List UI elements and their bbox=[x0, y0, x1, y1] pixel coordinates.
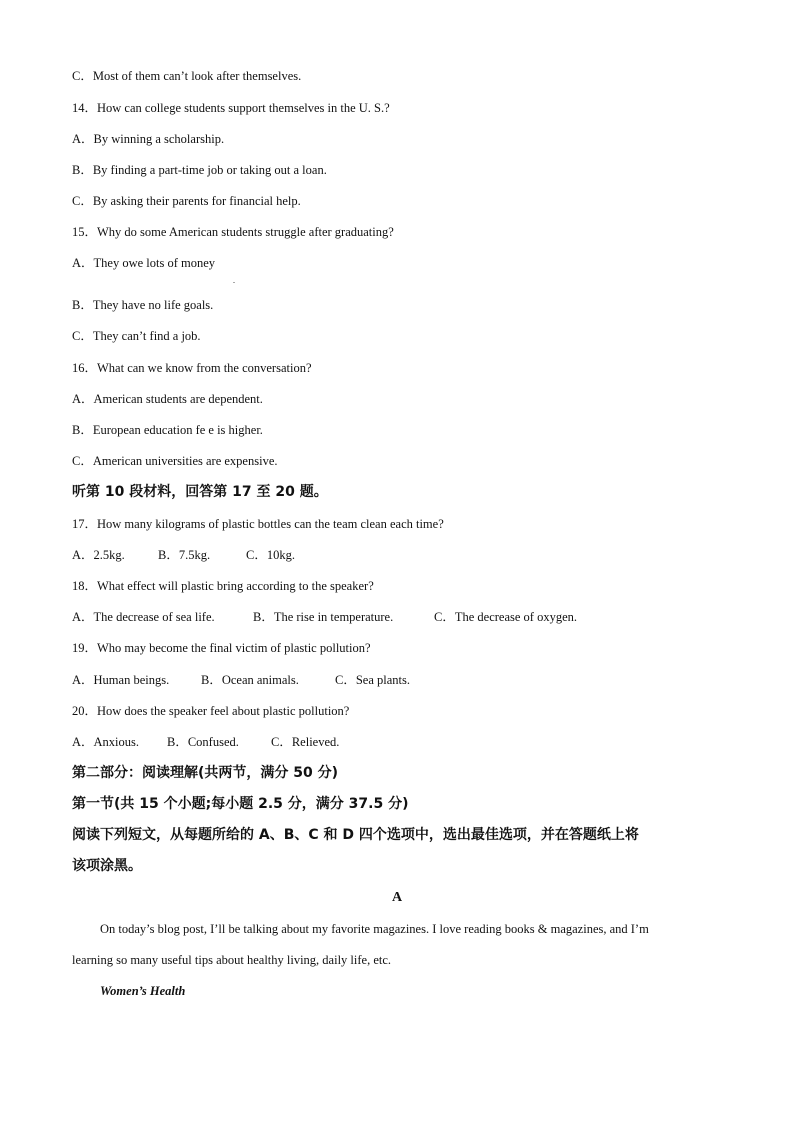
q18-option-b: B．The rise in temperature. bbox=[253, 610, 394, 624]
q15-option-a: A．They owe lots of money bbox=[72, 256, 216, 270]
section-1-heading: 第一节(共 15 个小题;每小题 2.5 分，满分 37.5 分) bbox=[72, 796, 409, 812]
q15-option-c: C．They can’t find a job. bbox=[72, 329, 201, 343]
q14-option-b: B．By finding a part-time job or taking out a loan. bbox=[72, 163, 327, 177]
q16-option-c: C．American universities are expensive. bbox=[72, 454, 278, 468]
q18-option-c: C．The decrease of oxygen. bbox=[434, 610, 577, 624]
q19-options bbox=[72, 672, 410, 688]
question-18: 18．What effect will plastic bring according to the speaker? bbox=[72, 579, 374, 593]
q19-option-c: C．Sea plants. bbox=[335, 673, 410, 687]
question-15: 15．Why do some American students struggle after graduating? bbox=[72, 225, 394, 239]
q16-option-a: A．American students are dependent. bbox=[72, 392, 263, 406]
q19-option-a: A．Human beings. bbox=[72, 673, 170, 687]
q20-options bbox=[72, 734, 339, 750]
magazine-title-womens-health: Women’s Health bbox=[100, 984, 186, 998]
question-20: 20．How does the speaker feel about plastic pollution? bbox=[72, 704, 350, 718]
q16-option-b: B．European education fe e is higher. bbox=[72, 423, 263, 437]
question-14: 14．How can college students support themselves in the U. S.? bbox=[72, 101, 390, 115]
paragraph-line-1: On today’s blog post, I’ll be talking about my favorite magazines. I love reading books & magazines, and I’m bbox=[100, 922, 649, 936]
q18-options bbox=[72, 609, 577, 625]
q13-option-c: C．Most of them can’t look after themselves. bbox=[72, 69, 302, 83]
q14-option-a: A．By winning a scholarship. bbox=[72, 132, 225, 146]
q19-option-b: B．Ocean animals. bbox=[201, 673, 299, 687]
q17-option-b: B．7.5kg. bbox=[158, 548, 211, 562]
question-16: 16．What can we know from the conversation? bbox=[72, 361, 312, 375]
section-10-heading: 听第 10 段材料，回答第 17 至 20 题。 bbox=[72, 484, 328, 500]
q18-option-a: A．The decrease of sea life. bbox=[72, 610, 215, 624]
q14-option-c: C．By asking their parents for financial help. bbox=[72, 194, 301, 208]
q20-option-c: C．Relieved. bbox=[271, 735, 340, 749]
question-17: 17．How many kilograms of plastic bottles can the team clean each time? bbox=[72, 517, 444, 531]
q17-option-c: C．10kg. bbox=[246, 548, 295, 562]
q15-option-b: B．They have no life goals. bbox=[72, 298, 214, 312]
paragraph-line-2: learning so many useful tips about healthy living, daily life, etc. bbox=[72, 953, 392, 967]
q17-options bbox=[72, 547, 295, 563]
part-2-heading: 第二部分：阅读理解(共两节，满分 50 分) bbox=[72, 765, 339, 781]
instructions-line-2: 该项涂黑。 bbox=[72, 858, 142, 874]
q20-option-a: A．Anxious. bbox=[72, 735, 140, 749]
instructions-line-1: 阅读下列短文，从每题所给的 A、B、C 和 D 四个选项中，选出最佳选项，并在答题纸上将 bbox=[72, 827, 639, 843]
passage-letter: A bbox=[391, 890, 403, 905]
q17-option-a: A．2.5kg. bbox=[72, 548, 125, 562]
question-19: 19．Who may become the final victim of plastic pollution? bbox=[72, 641, 371, 655]
q20-option-b: B．Confused. bbox=[167, 735, 239, 749]
stray-dot: . bbox=[233, 276, 235, 285]
